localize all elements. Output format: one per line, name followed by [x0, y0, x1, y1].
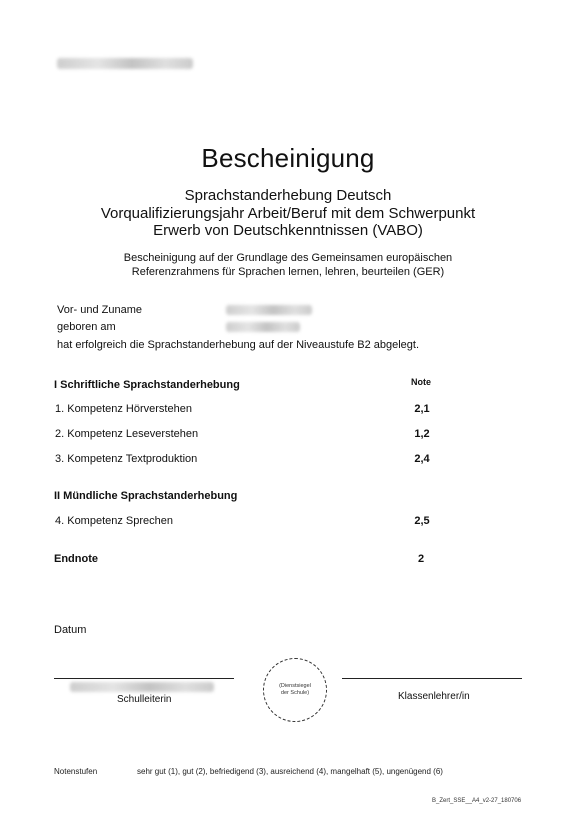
signature-line-left [54, 678, 234, 679]
subtitle [0, 187, 576, 240]
official-seal [263, 658, 327, 722]
date-label: Datum [54, 624, 87, 636]
document-code: B_Zert_SSE__A4_v2-27_180706 [432, 798, 522, 804]
grade-scale-label: Notenstufen [54, 767, 98, 776]
basis-line-2: Referenzrahmens für Sprachen lernen, lehren, beurteilen (GER) [131, 265, 445, 278]
competence-grade: 2,5 [414, 515, 430, 527]
competence-label: 2. Kompetenz Leseverstehen [55, 428, 199, 440]
name-label: Vor- und Zuname [57, 304, 142, 316]
signature-label-right: Klassenlehrer/in [398, 691, 470, 702]
written-heading: I Schriftliche Sprachstanderhebung [54, 379, 240, 391]
competence-label: 3. Kompetenz Textproduktion [55, 453, 198, 465]
birth-label: geboren am [57, 321, 116, 333]
result-text: hat erfolgreich die Sprachstanderhebung auf der Niveaustufe B2 abgelegt. [57, 339, 420, 351]
competence-grade: 2,4 [414, 453, 430, 465]
competence-grade: 2,1 [414, 403, 430, 415]
competence-label: 1. Kompetenz Hörverstehen [55, 403, 192, 415]
signature-line-right [342, 678, 522, 679]
seal-line-2: der Schule) [280, 690, 310, 696]
final-label: Endnote [54, 553, 98, 565]
basis-line-1: Bescheinigung auf der Grundlage des Gemeinsamen europäischen [123, 252, 453, 264]
birthdate-redacted [226, 322, 300, 332]
principal-name-redacted [70, 682, 214, 692]
grade-scale-text: sehr gut (1), gut (2), befriedigend (3), ausreichend (4), mangelhaft (5), ungenügend (6) [137, 767, 443, 776]
basis-text [0, 252, 576, 279]
competence-grade: 1,2 [414, 428, 430, 440]
seal-line-1: (Dienstsiegel [279, 683, 311, 689]
document-title: Bescheinigung [201, 143, 375, 173]
signature-label-left: Schulleiterin [117, 694, 172, 705]
final-grade: 2 [417, 553, 425, 565]
oral-heading: II Mündliche Sprachstanderhebung [54, 490, 238, 502]
competence-label: 4. Kompetenz Sprechen [55, 515, 174, 527]
name-redacted [226, 305, 312, 315]
school-header-redacted [57, 58, 193, 69]
subtitle-line-3: Erwerb von Deutschkenntnissen (VABO) [153, 222, 423, 239]
note-header: Note [411, 377, 431, 387]
subtitle-line-2: Vorqualifizierungsjahr Arbeit/Beruf mit dem Schwerpunkt [100, 204, 476, 222]
subtitle-line-1: Sprachstanderhebung Deutsch [184, 187, 392, 204]
